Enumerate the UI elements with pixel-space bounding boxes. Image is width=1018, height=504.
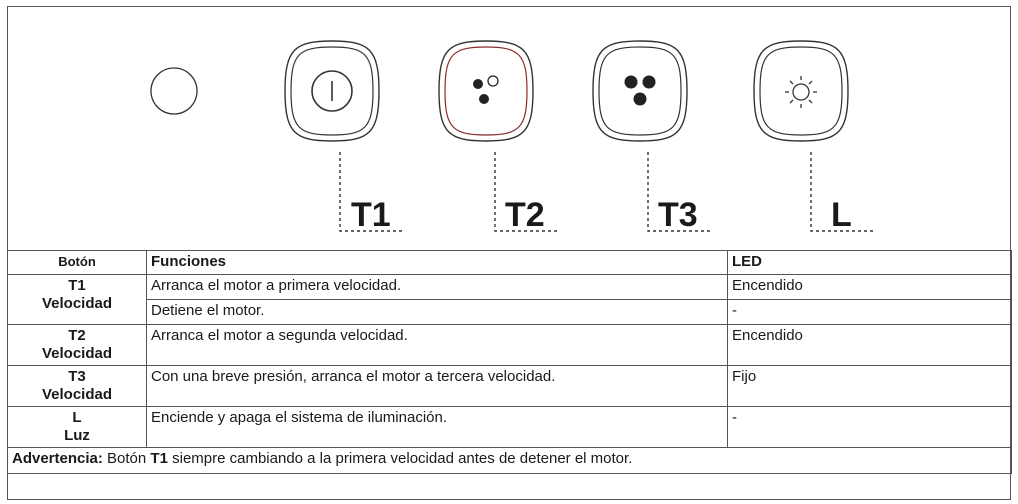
led-cell: Encendido [728, 325, 1012, 366]
button-cell-t3 [8, 366, 147, 407]
function-cell: Enciende y apaga el sistema de iluminación. [147, 407, 728, 448]
function-cell: Arranca el motor a primera velocidad. [147, 275, 728, 300]
indicator-led-circle [151, 68, 197, 114]
button-name: Velocidad [41, 295, 113, 312]
header-led: LED [728, 251, 1012, 275]
control-panel-diagram [7, 6, 1011, 251]
button-code: L [72, 409, 82, 426]
speed-three-icon [625, 76, 656, 106]
label-t2: T2 [505, 196, 545, 234]
label-t3: T3 [658, 196, 698, 234]
function-cell: Arranca el motor a segunda velocidad. [147, 325, 728, 366]
table-row [8, 325, 1012, 366]
button-name: Velocidad [41, 386, 113, 403]
warning-text-2: siempre cambiando a la primera velocidad antes de detener el motor. [167, 450, 633, 467]
button-t3[interactable] [593, 41, 687, 141]
function-cell: Con una breve presión, arranca el motor a tercera velocidad. [147, 366, 728, 407]
function-cell: Detiene el motor. [147, 300, 728, 325]
button-t1[interactable] [285, 41, 379, 141]
button-cell-t1 [8, 275, 147, 325]
led-cell: - [728, 300, 1012, 325]
warning-row [8, 448, 1012, 474]
table-row [8, 407, 1012, 448]
light-icon [785, 76, 817, 108]
button-name: Luz [64, 427, 90, 444]
warning-key: T1 [150, 450, 168, 467]
label-l: L [831, 196, 852, 234]
header-button: Botón [8, 251, 147, 275]
warning-cell [8, 448, 1012, 474]
header-functions: Funciones [147, 251, 728, 275]
warning-label: Advertencia: [12, 450, 103, 467]
button-name: Velocidad [41, 345, 113, 362]
table-header-row [8, 251, 1012, 275]
button-code: T1 [68, 277, 86, 294]
button-t2[interactable] [439, 41, 533, 141]
table-row [8, 300, 1012, 325]
leader-lines [340, 152, 874, 231]
button-code: T3 [68, 368, 86, 385]
button-l[interactable] [754, 41, 848, 141]
speed-two-icon [473, 76, 498, 104]
led-cell: Fijo [728, 366, 1012, 407]
button-cell-t2 [8, 325, 147, 366]
warning-text-1: Botón [102, 450, 151, 467]
table-row [8, 366, 1012, 407]
table-row [8, 275, 1012, 300]
button-code: T2 [68, 327, 86, 344]
button-cell-l [8, 407, 147, 448]
functions-table [7, 250, 1012, 474]
power-icon [312, 71, 352, 111]
led-cell: Encendido [728, 275, 1012, 300]
label-t1: T1 [351, 196, 391, 234]
led-cell: - [728, 407, 1012, 448]
